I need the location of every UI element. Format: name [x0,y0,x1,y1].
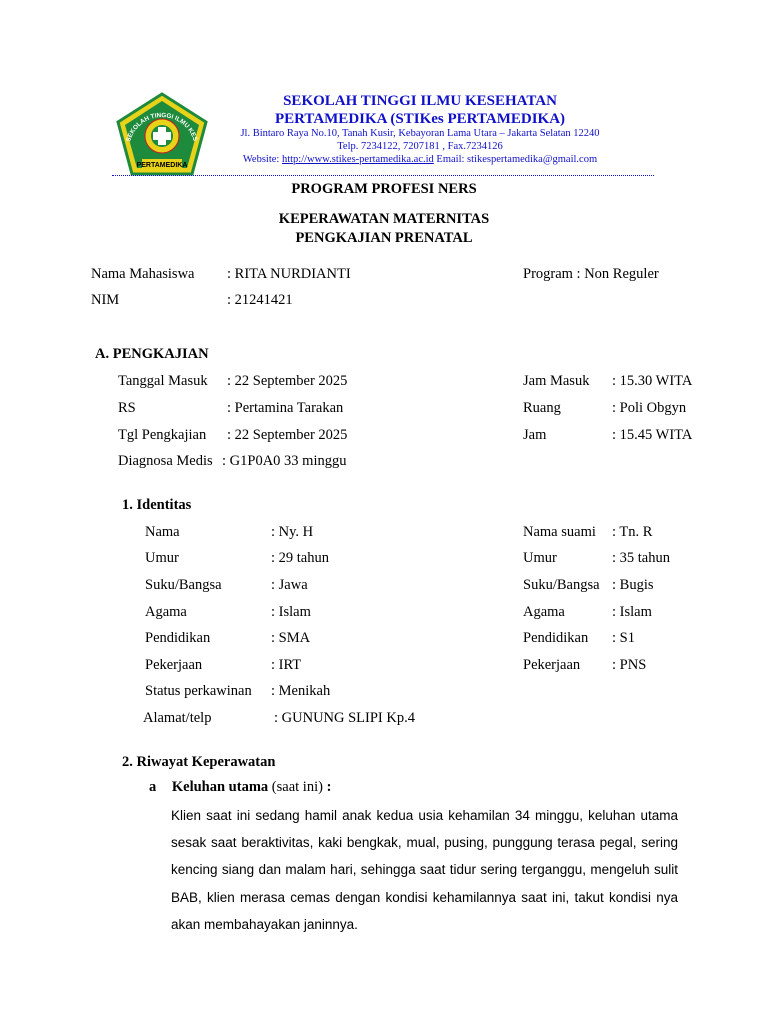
patient-education-value: : SMA [271,630,311,646]
patient-occupation-value: : IRT [271,657,302,673]
marital-status-label: Status perkawinan [145,683,252,699]
identity-heading: 1. Identitas [122,497,192,513]
assessment-date-label: Tgl Pengkajian [118,427,207,443]
chief-complaint-heading [149,779,331,796]
logo-bottom-text: PERTAMEDIKA [136,162,188,169]
chief-complaint-title: Keluhan utama [171,779,269,795]
paragraph-line: akan membahayakan janinnya. [171,916,358,932]
institution-contact [220,154,620,165]
paragraph-line: kencing siang dan malam hari, sehingga saat tidur sering terganggu, mengeluh sulit [171,862,678,878]
assessment-time-label: Jam [523,427,547,443]
husband-occupation-label: Pekerjaan [523,657,581,673]
paragraph-line: Klien saat ini sedang hamil anak kedua usia kehamilan 34 minggu, keluhan utama [171,808,678,823]
institution-name-line2: PERTAMEDIKA (STIKes PERTAMEDIKA) [274,111,566,127]
header-divider [112,175,654,176]
student-name-label: Nama Mahasiswa [91,266,195,282]
patient-education-label: Pendidikan [145,630,211,646]
patient-age-label: Umur [145,550,179,566]
husband-ethnicity-label: Suku/Bangsa [523,577,600,593]
institution-phone: Telp. 7234122, 7207181 , Fax.7234126 [337,141,503,152]
patient-age-value: : 29 tahun [271,550,329,566]
assessment-date-value: : 22 September 2025 [227,427,348,443]
subject-title: KEPERAWATAN MATERNITAS [278,211,490,227]
admission-time-value: : 15.30 WITA [612,373,693,389]
husband-religion-value: : Islam [612,604,652,620]
paragraph-line: BAB, klien merasa cemas dengan kondisi kehamilannya saat ini, takut kondisi nya [171,889,678,905]
husband-education-value: : S1 [612,630,635,646]
program-title: PROGRAM PROFESI NERS [291,181,477,197]
husband-age-value: : 35 tahun [612,550,670,566]
assessment-title: PENGKAJIAN PRENATAL [295,230,473,246]
husband-education-label: Pendidikan [523,630,589,646]
admission-date-value: : 22 September 2025 [227,373,348,389]
admission-time-label: Jam Masuk [523,373,590,389]
section-a-heading: A. PENGKAJIAN [95,346,209,362]
institution-logo [116,92,208,176]
room-label: Ruang [523,400,561,416]
patient-ethnicity-value: : Jawa [271,577,308,593]
nim-label: NIM [91,292,120,308]
student-name-value: : RITA NURDIANTI [227,266,351,282]
husband-name-label: Nama suami [523,524,596,540]
hospital-label: RS [118,400,136,416]
logo-emblem-icon [116,92,208,176]
husband-occupation-value: : PNS [612,657,647,673]
paragraph-line: sesak saat beraktivitas, kaki bengkak, mual, pusing, punggung terasa pegal, sering [171,835,678,851]
patient-religion-label: Agama [145,604,187,620]
website-label: Website: [242,154,280,165]
patient-ethnicity-label: Suku/Bangsa [145,577,222,593]
husband-ethnicity-value: : Bugis [612,577,654,593]
assessment-time-value: : 15.45 WITA [612,427,693,443]
patient-occupation-label: Pekerjaan [145,657,203,673]
logo-arc-text: SEKOLAH TINGGI ILMU KES [125,111,199,143]
diagnosis-value: : G1P0A0 33 minggu [222,453,347,469]
chief-complaint-paragraph [171,802,678,938]
patient-religion-value: : Islam [271,604,311,620]
husband-name-value: : Tn. R [612,524,653,540]
husband-age-label: Umur [523,550,557,566]
chief-complaint-letter: a [149,779,157,795]
website-link[interactable]: http://www.stikes-pertamedika.ac.id [281,154,434,165]
patient-name-label: Nama [145,524,180,540]
address-label: Alamat/telp [143,710,212,726]
institution-name-line1: SEKOLAH TINGGI ILMU KESEHATAN [283,93,557,109]
chief-complaint-note: (saat ini) [268,779,327,795]
marital-status-value: : Menikah [271,683,331,699]
room-value: : Poli Obgyn [612,400,687,416]
hospital-value: : Pertamina Tarakan [227,400,344,416]
email-text: Email: stikespertamedika@gmail.com [436,154,598,165]
address-value: : GUNUNG SLIPI Kp.4 [274,710,415,726]
chief-complaint-colon: : [326,779,332,795]
history-heading: 2. Riwayat Keperawatan [122,754,276,770]
diagnosis-label: Diagnosa Medis [118,453,213,469]
nim-value: : 21241421 [227,292,293,308]
institution-address: Jl. Bintaro Raya No.10, Tanah Kusir, Kebayoran Lama Utara – Jakarta Selatan 12240 [240,128,600,139]
program-type: Program : Non Reguler [523,266,659,282]
patient-name-value: : Ny. H [271,524,314,540]
husband-religion-label: Agama [523,604,565,620]
admission-date-label: Tanggal Masuk [118,373,208,389]
